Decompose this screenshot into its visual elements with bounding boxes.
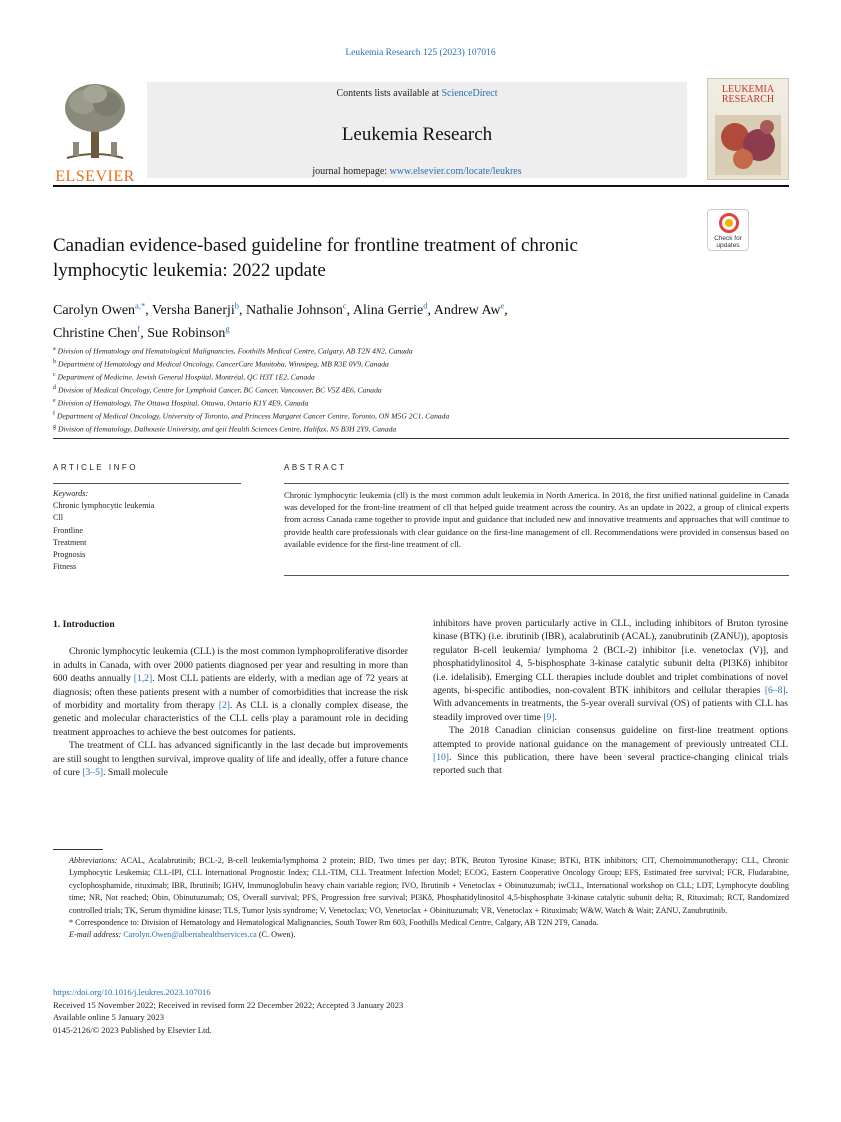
author-name: Nathalie Johnson <box>246 302 343 318</box>
author-sep: , <box>239 302 247 318</box>
affiliation-key: g <box>53 424 56 431</box>
affiliation-item <box>53 344 789 357</box>
body-paragraph <box>53 645 408 739</box>
journal-title: Leukemia Research <box>341 124 493 145</box>
abbreviations-label: Abbreviations: <box>69 856 118 865</box>
journal-masthead <box>53 76 789 184</box>
affiliation-item <box>53 383 789 396</box>
doi-link[interactable]: https://doi.org/10.1016/j.leukres.2023.107016 <box>53 987 211 997</box>
citation-link[interactable]: [3–5] <box>82 767 104 779</box>
author-email-link[interactable]: Carolyn.Owen@albertahealthservices.ca <box>123 930 257 940</box>
text-run: . With advancements in treatments, the 5-year overall survival (OS) of patients with CLL has steadily improved over time <box>433 685 788 723</box>
author-sep: , <box>504 302 508 318</box>
article-info-rule <box>53 483 241 484</box>
cover-art-icon <box>715 115 781 175</box>
affiliations <box>53 344 789 435</box>
check-for-updates-button[interactable] <box>707 209 749 251</box>
check-updates-line1: Check for <box>714 235 742 242</box>
article-title-line1: Canadian evidence-based guideline for frontline treatment of chronic <box>53 235 578 256</box>
author-list <box>53 296 693 343</box>
body-paragraph <box>433 617 788 724</box>
affiliation-item <box>53 370 789 383</box>
affiliation-item <box>53 357 789 370</box>
keyword: Fitness <box>53 562 77 572</box>
author[interactable] <box>147 323 230 342</box>
journal-cover[interactable] <box>707 78 789 180</box>
author[interactable] <box>151 300 247 318</box>
citation-link[interactable]: [6–8] <box>764 685 786 697</box>
author-affil-ref[interactable]: g <box>225 323 230 334</box>
elsevier-logo[interactable] <box>53 82 137 186</box>
cover-title <box>708 85 788 105</box>
text-run: . Since this publication, there have been several practice-changing clinical trials reported such that <box>433 752 788 777</box>
text-run: Chronic lymphocytic leukemia (CLL) is the most common lymphoproliferative disorder in adults in Canada, with over 2000 patients diagnosed per year and resulting in more than 600 deaths annually <box>53 646 408 685</box>
contents-line <box>147 88 687 99</box>
citation-link[interactable]: [9] <box>543 711 555 723</box>
text-run: . Most CLL patients are elderly, with a median age of 72 years at diagnosis; often these patients present with a number of comorbidities that increase the risk of morbidity and mortality from therapy <box>53 673 408 712</box>
author-name: Versha Banerji <box>151 302 235 318</box>
keywords-label: Keywords: <box>53 489 89 498</box>
author[interactable] <box>53 323 148 342</box>
author-name: Andrew Aw <box>433 302 501 318</box>
author-affil-ref[interactable]: b <box>234 300 240 310</box>
author-sep: , <box>346 302 353 318</box>
affiliation-item <box>53 409 789 422</box>
abbreviations-footnote <box>53 855 789 917</box>
email-label: E-mail address: <box>69 930 124 940</box>
text-run: The 2018 Canadian clinician consensus guideline on first-line treatment options attempted to provide national guidance on the management of previously untreated CLL <box>433 725 788 750</box>
cover-title-line2: RESEARCH <box>721 94 775 105</box>
affiliation-key: b <box>53 359 56 366</box>
email-suffix: (C. Owen). <box>256 930 296 940</box>
body-column-right <box>433 617 788 778</box>
citation-link[interactable]: [10] <box>433 752 449 764</box>
footnotes <box>53 855 789 942</box>
author[interactable] <box>352 300 434 318</box>
header-divider <box>53 438 789 439</box>
text-run: . <box>554 711 557 723</box>
running-head[interactable]: Leukemia Research 125 (2023) 107016 <box>345 48 496 58</box>
author-name: Alina Gerrie <box>352 302 424 318</box>
author-affil-ref[interactable]: c <box>342 300 347 310</box>
body-paragraph <box>433 724 788 778</box>
affiliation-key: c <box>53 372 56 379</box>
affiliation-text: Department of Hematology and Medical Oncology, CancerCare Manitoba, Winnipeg, MB R3E 0V9, Canada <box>58 359 389 369</box>
footnote-rule <box>53 849 103 850</box>
affiliation-text: Division of Hematology and Hematological Malignancies, Foothills Medical Centre, Calgary, AB T2N 4N2, Canada <box>57 346 413 356</box>
check-updates-label <box>708 235 748 249</box>
keywords-block <box>53 488 243 573</box>
affiliation-text: Division of Hematology, The Ottawa Hospital, Ottawa, Ontario K1Y 4E9, Canada <box>57 398 309 408</box>
keyword: Frontline <box>53 525 84 535</box>
affiliation-text: Division of Medical Oncology, Centre for Lymphoid Cancer, BC Cancer, Vancouver, BC V5Z 4E6, Canada <box>58 385 382 395</box>
check-updates-icon <box>719 213 739 233</box>
author[interactable] <box>246 300 353 318</box>
abbreviations-text: ACAL, Acalabrutinib; BCL-2, B-cell leukemia/lymphoma 2 protein; BID, Two times per day; BTK, Bruton Tyrosine Kinase; BTKi, BTK inhibitors; CIT, Chemoimmunotherapy; CLL, Chronic Lymphocytic Leukemia; CLL-IPI, CLL International Prognostic Index; CLL-TIM, CLL Treatment Infection Model; ECOG, Eastern Cooperative Oncology Group; EFS, Estimated free survival; FCR, Fludarabine, cyclophosphamide, rituximab; IBR, Ibrutinib; IGHV, Immunoglobulin heavy chain variable region; IVO, Ibrutinib + Venetoclax + Obinutuzumab; iwCLL, International workshop on CLL; LDT, Lymphocyte doubling time; NR, Not reached; Obin, Obinutuzumab; OS, Overall survival; PFS, Progression free survival; PI3Kδ, Phosphatidylinositol 4,5-bisphosphate 3-kinase catalytic subunit delta; R, Rituximab; RCT, Randomized controlled trials; TK, Serum thymidine kinase; TLS, Tumor lysis syndrome; V, Venetoclax; VO, Venetoclax + Obinituzumab; VR, Venetoclax + Rituximab; W&W, Watch & Wait; ZANU, Zanubrutinib. <box>69 856 789 915</box>
author-affil-ref[interactable]: d <box>423 300 428 310</box>
correspondence-footnote: * Correspondence to: Division of Hematology and Hematological Malignancies, South Tower Rm 603, Foothills Medical Centre, Calgary, AB T2N 2T9, Canada. <box>69 918 599 928</box>
available-online: Available online 5 January 2023 <box>53 1012 165 1023</box>
received-dates: Received 15 November 2022; Received in revised form 22 December 2022; Accepted 3 January 2023 <box>53 999 404 1010</box>
affiliation-text: Department of Medicine, Jewish General Hospital, Montréal, QC H3T 1E2, Canada <box>57 372 315 382</box>
elsevier-wordmark: ELSEVIER <box>55 168 135 185</box>
affiliation-key: e <box>53 398 56 405</box>
text-run: The treatment of CLL has advanced significantly in the last decade but improvements are still sought to lengthen survival, improve quality of life and ideally, offer a future chance of cure <box>53 740 408 779</box>
text-run: . As CLL is a clonally complex disease, the genetic and molecular characteristics of the CLL cells play a paramount role in deciding treatment approaches to achieve the best outcomes for patients. <box>53 700 408 738</box>
section-heading-introduction: 1. Introduction <box>53 619 115 630</box>
homepage-line <box>147 166 687 177</box>
keyword: Chronic lymphocytic leukemia <box>53 501 155 511</box>
citation-link[interactable]: [1,2] <box>133 673 153 685</box>
copyright-line: 0145-2126/© 2023 Published by Elsevier Ltd. <box>53 1024 212 1035</box>
author-name: Christine Chen <box>53 326 138 342</box>
body-column-left <box>53 616 408 779</box>
author-sep: , <box>145 302 152 318</box>
author-affil-ref[interactable]: e <box>500 300 505 310</box>
abstract-heading: ABSTRACT <box>284 463 347 472</box>
publication-info <box>53 986 653 1036</box>
journal-band <box>147 82 687 178</box>
contents-prefix: Contents lists available at <box>336 88 442 99</box>
masthead-rule <box>53 185 789 187</box>
article-info-heading: ARTICLE INFO <box>53 463 138 472</box>
affiliation-key: f <box>53 411 55 418</box>
abstract-rule <box>284 483 789 484</box>
keyword: Treatment <box>53 537 87 547</box>
abstract-text: Chronic lymphocytic leukemia (cll) is the most common adult leukemia in North America. In 2018, the first unified national guideline in Canada was developed for the front-line treatment of cll that helped guide treatment across the country. As an update in 2022, a group of clinical experts from across Canada came together to provide input and guidance that included new and innovative treatments and approaches that will continue to provide health care professionals with clear guidance on the first-line management of cll. Recommendations were provided in consensus based on available evidence for the first-line treatment of cll. <box>284 490 789 549</box>
affiliation-text: Division of Hematology, Dalhousie University, and qeii Health Sciences Centre, Halifax, NS B3H 2Y9, Canada <box>58 424 397 434</box>
body-paragraph <box>53 739 408 779</box>
author[interactable] <box>433 300 508 318</box>
author-name: Sue Robinson <box>147 326 226 342</box>
affiliation-key: a <box>53 346 56 352</box>
keyword: Cll <box>53 513 64 523</box>
check-updates-line2: updates <box>716 242 740 249</box>
author-sep: , <box>427 302 434 318</box>
homepage-prefix: journal homepage: <box>312 166 390 177</box>
text-run: . Small molecule <box>103 767 168 779</box>
affiliation-text: Department of Medical Oncology, University of Toronto, and Princess Margaret Cancer Centre, Toronto, ON M5G 2C1, Canada <box>57 411 450 421</box>
email-footnote <box>53 929 789 941</box>
author-affil-ref[interactable]: f <box>137 323 141 334</box>
text-run: inhibitors have proven particularly active in CLL, including inhibitors of Bruton tyrosine kinase (BTK) (i.e. ibrutinib (IBR), acalabrutinib (ACAL), zanubrutinib (ZANU)), apoptosis regulator B-cell leukemia/ lymphoma 2 (BCL-2) inhibitor [i.e. venetoclax (V)], and phosphatidylinositol 4, 5-bisphosphate 3-kinase catalytic subunit delta (PI3Kδ) inhibitor (i.e. idelalisib). Emerging CLL therapies include doublet and triplet combinations of novel agents, bi-specific antibodies, non-covalent BTK inhibitors and cellular therapies <box>433 618 788 697</box>
author[interactable] <box>53 300 152 318</box>
journal-homepage-link[interactable]: www.elsevier.com/locate/leukres <box>389 166 522 177</box>
author-affil-ref[interactable]: a,* <box>135 300 146 310</box>
elsevier-tree-icon <box>61 82 129 164</box>
affiliation-item <box>53 396 789 409</box>
author-sep: , <box>140 326 148 342</box>
author-name: Carolyn Owen <box>53 302 136 318</box>
sciencedirect-link[interactable]: ScienceDirect <box>441 88 498 99</box>
affiliation-item <box>53 422 789 435</box>
article-title-line2: lymphocytic leukemia: 2022 update <box>53 260 326 281</box>
abstract-bottom-rule <box>284 575 789 576</box>
affiliation-key: d <box>53 385 56 392</box>
article-title <box>53 233 673 283</box>
citation-link[interactable]: [2] <box>218 700 230 712</box>
keyword: Prognosis <box>53 550 86 560</box>
cover-title-line1: LEUKEMIA <box>721 84 775 95</box>
